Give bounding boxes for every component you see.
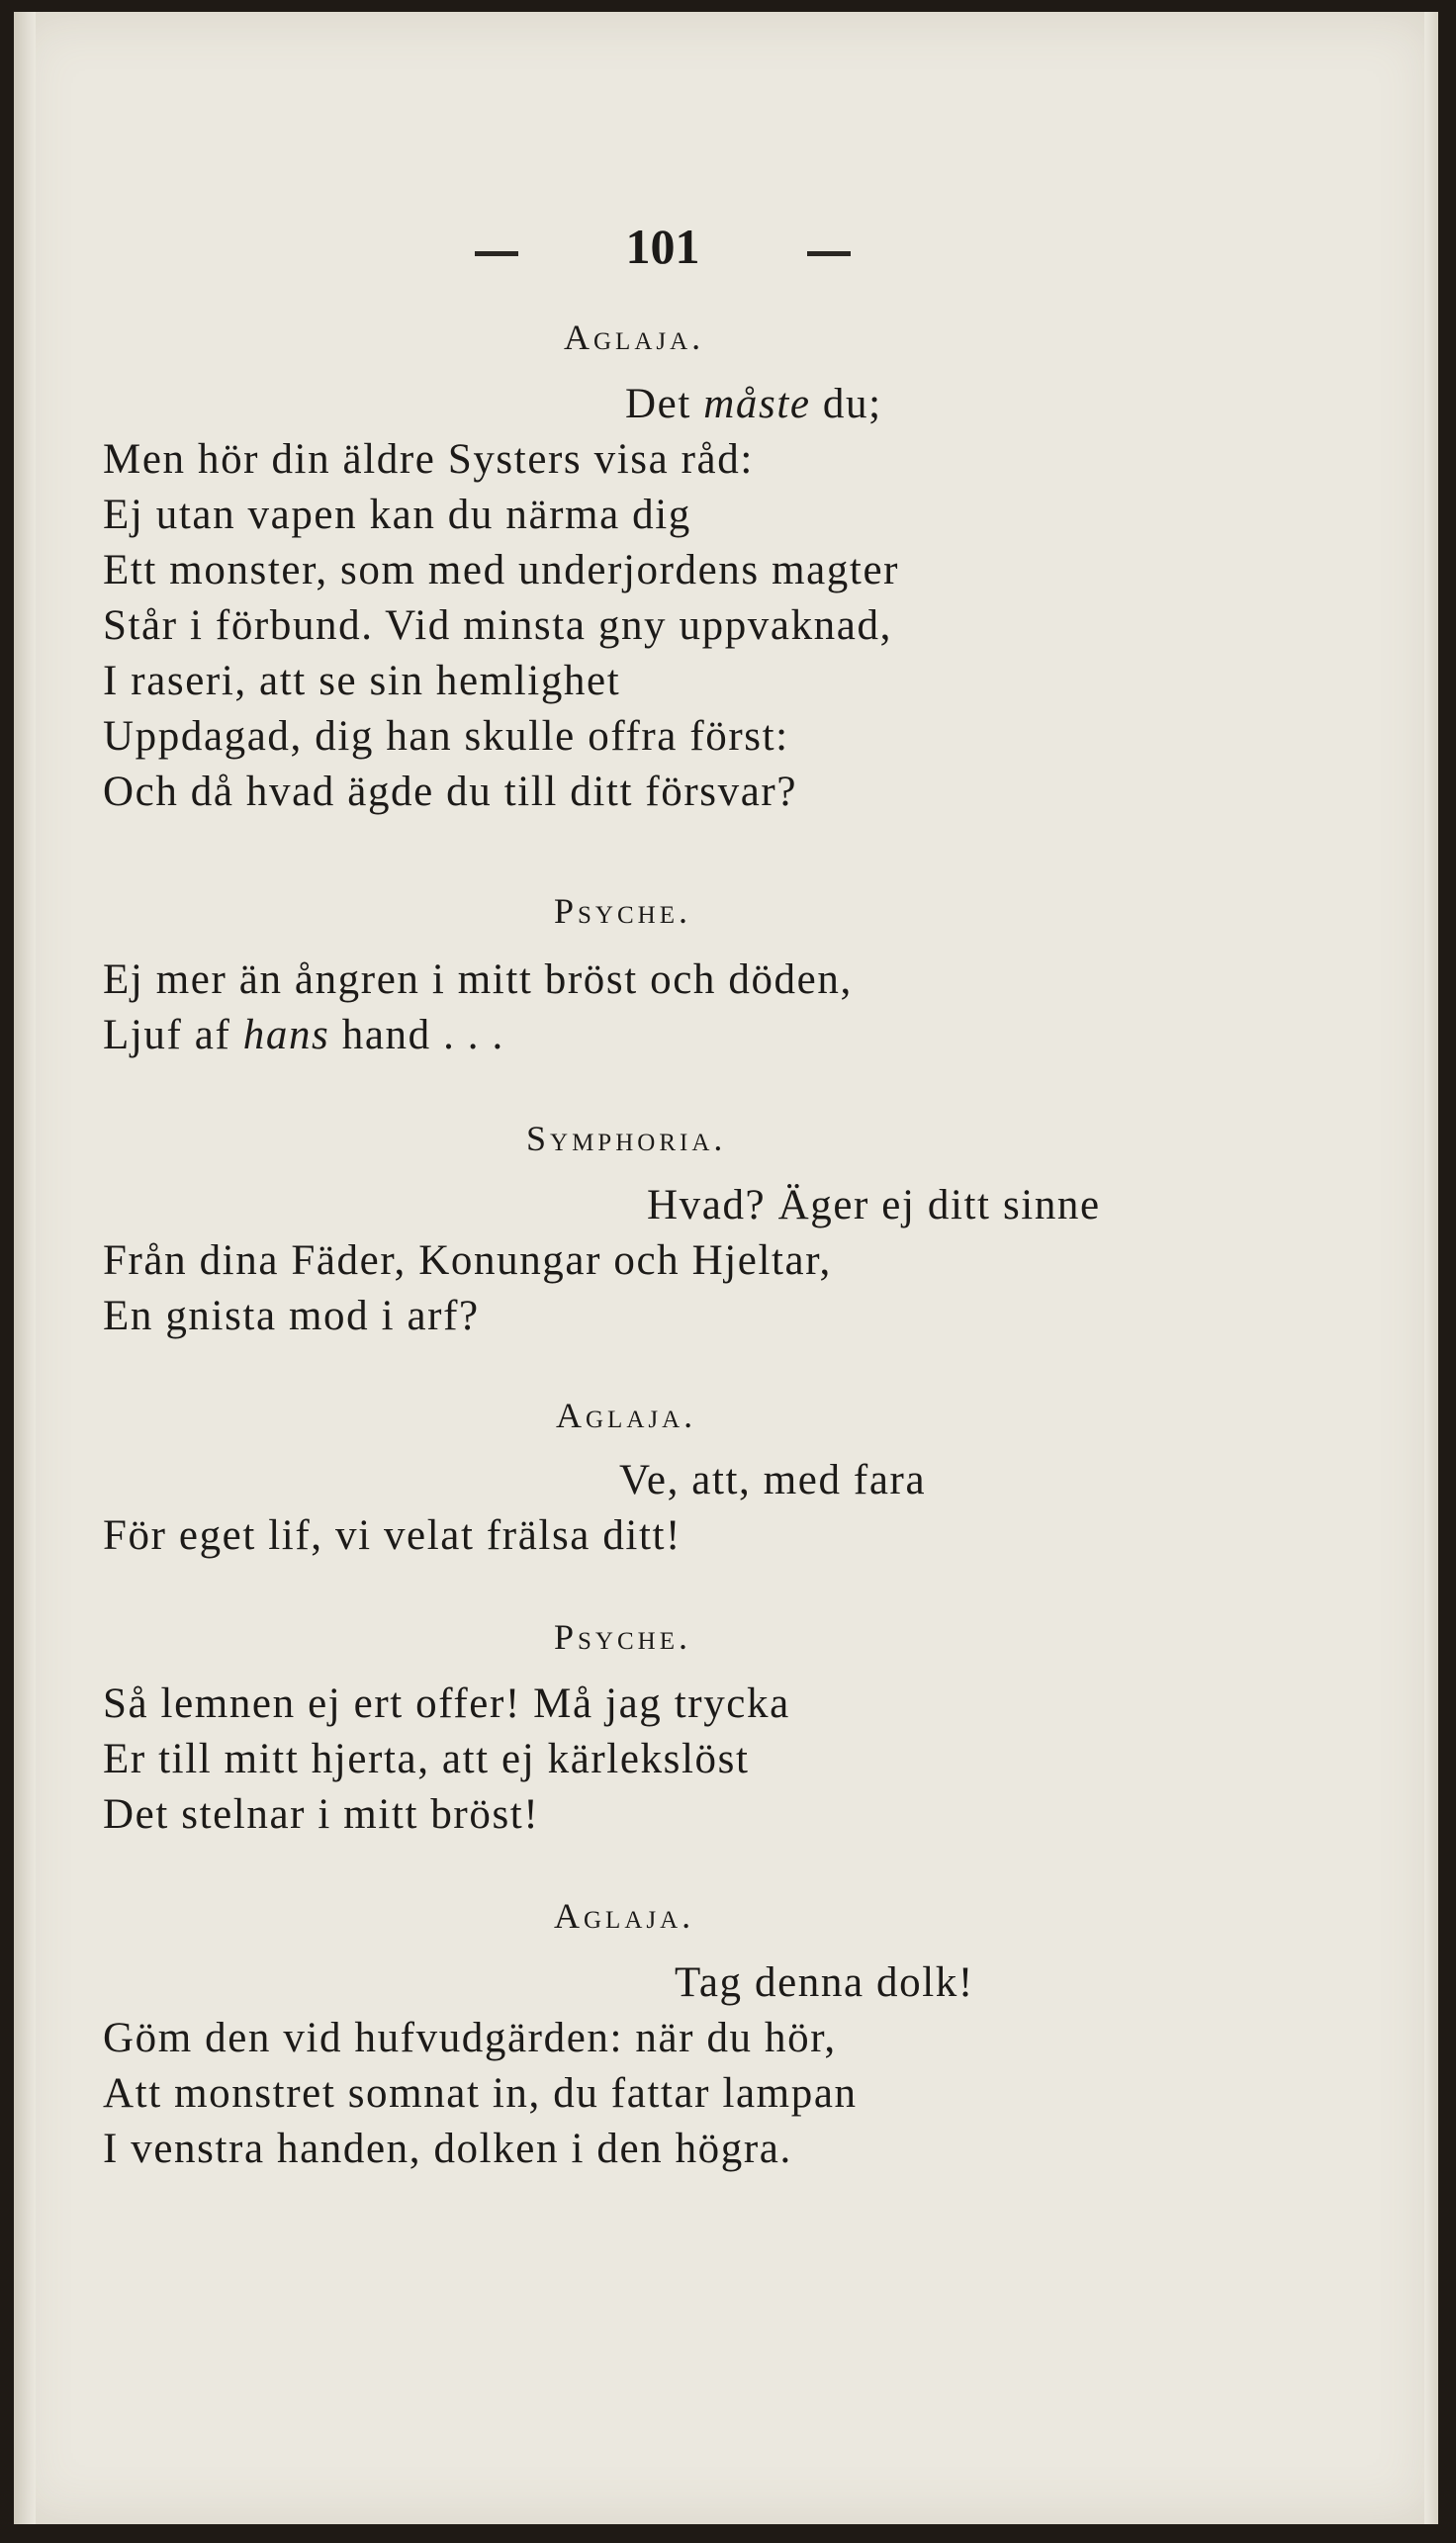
verse-line: I venstra handen, dolken i den högra.	[103, 2126, 792, 2172]
verse-line: Ej utan vapen kan du närma dig	[103, 492, 691, 538]
verse-line: Det stelnar i mitt bröst!	[103, 1791, 540, 1838]
verse-line	[103, 1011, 504, 1059]
verse-line: Så lemnen ej ert offer! Må jag trycka	[103, 1680, 790, 1727]
speaker-name: Symphoria.	[526, 1119, 727, 1158]
page-number-header	[475, 218, 851, 277]
verse-line: Står i förbund. Vid minsta gny uppvaknad,	[103, 602, 892, 649]
verse-line: Och då hvad ägde du till ditt försvar?	[103, 769, 798, 815]
verse-line: Ej mer än ångren i mitt bröst och döden,	[103, 956, 853, 1003]
speaker-name: Psyche.	[554, 1617, 691, 1657]
speaker-name: Aglaja.	[564, 318, 705, 357]
verse-line: Tag denna dolk!	[675, 1959, 974, 2006]
verse-line: Ett monster, som med underjordens magter	[103, 547, 900, 593]
verse-text: hand . . .	[329, 1012, 504, 1058]
page-number-dash-right	[807, 251, 851, 256]
verse-emphasis: måste	[703, 381, 811, 427]
page-number: 101	[625, 219, 700, 274]
verse-text: Ljuf af	[103, 1012, 243, 1058]
verse-emphasis: hans	[242, 1012, 330, 1058]
verse-line: Uppdagad, dig han skulle offra först:	[103, 713, 789, 760]
verse-line: För eget lif, vi velat frälsa ditt!	[103, 1512, 682, 1559]
verse-line: Er till mitt hjerta, att ej kärlekslöst	[103, 1736, 750, 1782]
page-edge-shadow	[1424, 12, 1438, 2524]
verse-line	[625, 380, 882, 428]
verse-line: I raseri, att se sin hemlighet	[103, 658, 621, 704]
verse-line: En gnista mod i arf?	[103, 1293, 480, 1339]
page-gutter-shadow	[14, 12, 36, 2524]
book-page	[14, 12, 1438, 2524]
verse-line: Göm den vid hufvudgärden: när du hör,	[103, 2015, 837, 2061]
verse-text: Det	[625, 381, 704, 427]
speaker-name: Aglaja.	[554, 1896, 695, 1936]
verse-line: Ve, att, med fara	[619, 1457, 927, 1503]
verse-line: Hvad? Äger ej ditt sinne	[647, 1182, 1101, 1228]
verse-line: Att monstret somnat in, du fattar lampan	[103, 2070, 858, 2117]
page-number-dash-left	[475, 251, 518, 256]
verse-line: Men hör din äldre Systers visa råd:	[103, 436, 754, 483]
verse-text: du;	[810, 381, 882, 427]
speaker-name: Aglaja.	[556, 1396, 697, 1435]
verse-line: Från dina Fäder, Konungar och Hjeltar,	[103, 1237, 832, 1284]
speaker-name: Psyche.	[554, 891, 691, 931]
